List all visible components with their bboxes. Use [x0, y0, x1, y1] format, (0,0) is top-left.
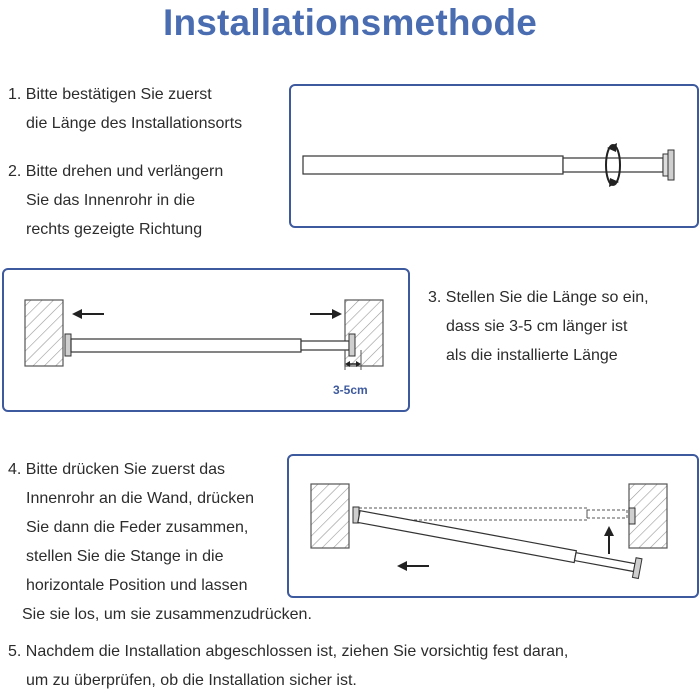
step-3-line-1: 3. Stellen Sie die Länge so ein,: [428, 289, 649, 306]
diagram-press-install: [287, 454, 699, 598]
step-4-line-6: Sie sie los, um sie zusammenzudrücken.: [22, 606, 312, 623]
step-4-line-1: 4. Bitte drücken Sie zuerst das: [8, 461, 225, 478]
step-4-text: [8, 455, 312, 629]
step-1-text: [8, 80, 242, 138]
step-3-text: [428, 283, 649, 370]
page-title: Installationsmethode: [162, 2, 538, 43]
step-5-text: [8, 637, 568, 695]
step-4-line-2: Innenrohr an die Wand, drücken: [26, 490, 254, 507]
gap-label: 3-5cm: [333, 383, 368, 397]
step-3-line-3: als die installierte Länge: [446, 347, 618, 364]
press-install-illustration: [289, 456, 700, 600]
step-4-line-4: stellen Sie die Stange in die: [26, 548, 224, 565]
step-4-line-3: Sie dann die Feder zusammen,: [26, 519, 249, 536]
step-2-text: [8, 157, 223, 244]
step-5-line-2: um zu überprüfen, ob die Installation sicher ist.: [26, 672, 357, 689]
step-5-line-1: 5. Nachdem die Installation abgeschlossen ist, ziehen Sie vorsichtig fest daran,: [8, 643, 569, 660]
step-2-line-1: 2. Bitte drehen und verlängern: [8, 163, 224, 180]
diagram-rotate-extend: [289, 84, 699, 228]
step-1-line-1: 1. Bitte bestätigen Sie zuerst: [8, 86, 212, 103]
step-2-line-2: Sie das Innenrohr in die: [26, 192, 195, 209]
step-4-line-5: horizontale Position und lassen: [26, 577, 248, 594]
step-2-line-3: rechts gezeigte Richtung: [26, 221, 203, 238]
rod-rotate-illustration: [291, 86, 700, 230]
step-3-line-2: dass sie 3-5 cm länger ist: [446, 318, 628, 335]
step-1-line-2: die Länge des Installationsorts: [26, 115, 243, 132]
